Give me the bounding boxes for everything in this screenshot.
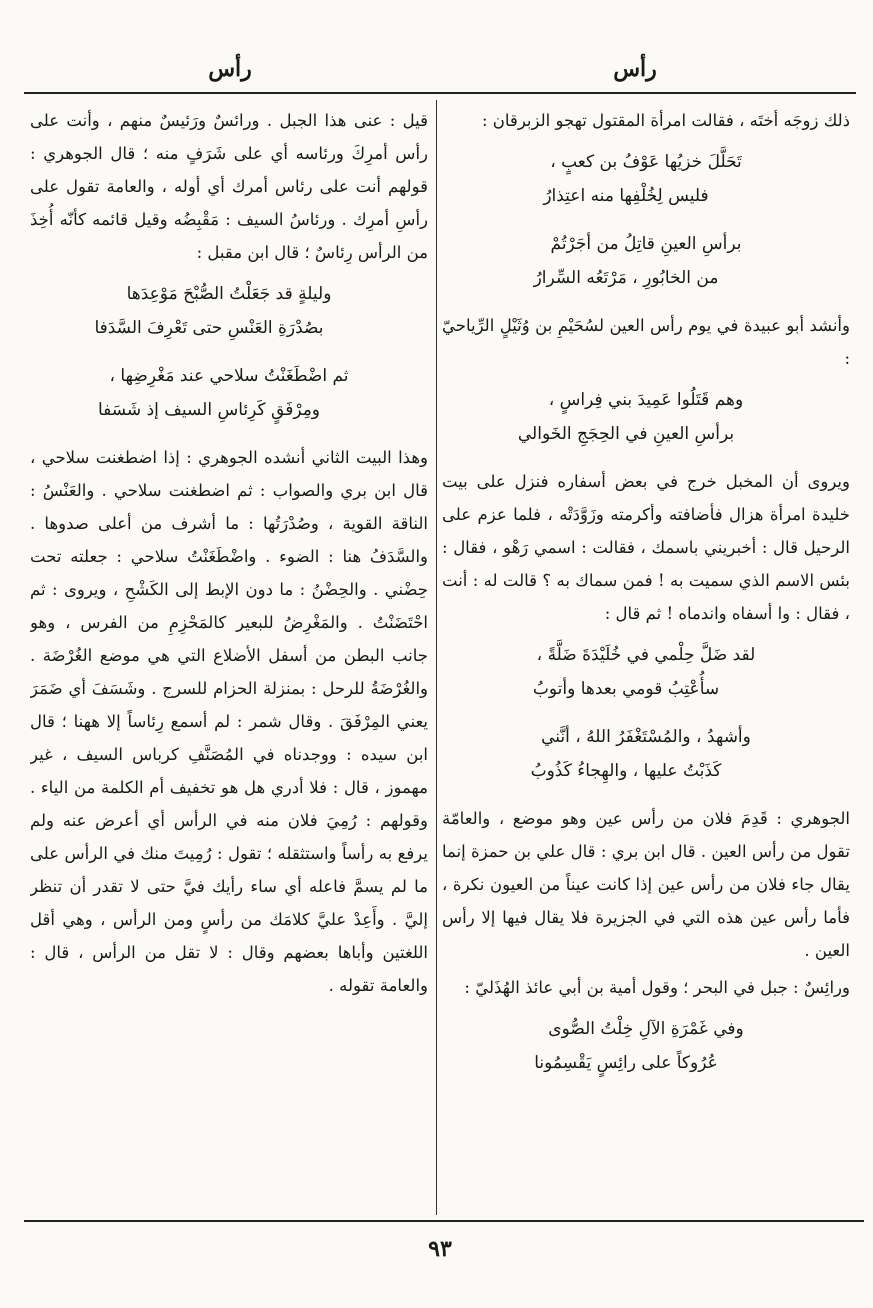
verse-hemistich: كَذَبْتُ عليها ، والهِجاءُ كَذُوبُ (530, 761, 722, 781)
paragraph: ذلك زوجَه أختَه ، فقالت امرأة المقتول تهجو الزبرقان : (481, 111, 850, 130)
verse-hemistich: برأسِ العينِ في الحِجَجِ الخَوالي (517, 424, 735, 444)
headword-right: رأس (613, 56, 657, 82)
verse-hemistich: وأشهدُ ، والمُسْتَغْفَرُ اللهُ ، أنَّني (541, 727, 751, 747)
page-number: ٩٣ (428, 1236, 452, 1262)
verse-hemistich: بصُدْرَةِ العَنْسِ حتى تَعْرِفَ السَّدَفا (94, 318, 324, 338)
verse (442, 145, 850, 213)
column-divider (436, 100, 437, 1215)
header-rule (24, 92, 856, 94)
paragraph: قيل : عنى هذا الجبل . ورائسٌ ورَئيسٌ منهم ، وأنت على رأس أمرِكَ ورئاسه أي على شَرَفٍ منه ؛ قال الجوهري : قولهم أنت على رئاس أمرك أي أوله ، والعامة تقول على رأسِ أمرِك . ورئاسُ السيف : مَقْبِضُه وقيل قائمه كأنّه أُخِذَ من الرأس رِئاسٌ ؛ قال ابن مقبل : (30, 111, 428, 262)
paragraph: وأنشد أبو عبيدة في يوم رأس العين لسُحَيْمِ بن وُثَيْلٍ الرِّياحيّ : (442, 316, 850, 368)
verse-hemistich: تَحَلَّلَ خزيُها عَوْفُ بن كعبٍ ، (550, 152, 742, 172)
footer-rule (24, 1220, 864, 1222)
verse-hemistich: ثم اضْطَغَنْتُ سلاحي عند مَغْرِضِها ، (109, 366, 349, 386)
verse (442, 638, 850, 706)
verse-hemistich: لقد ضَلَّ حِلْمي في خُلَيْدَةَ ضَلَّةً ، (536, 645, 756, 665)
verse (442, 383, 850, 451)
paragraph: ويروى أن المخبل خرج في بعض أسفاره فنزل على بيت خليدة امرأة هزال فأضافته وأكرمته وزَوَّدَتْه ، فلما عزم على الرحيل قال : أخبريني باسمك ، فقالت : اسمي رَهْو ، فقال : بئس الاسم الذي سميت به ! فمن سماك به ؟ قالت له : أنت ، فقال : وا أسفاه واندماه ! ثم قال : (442, 472, 850, 623)
verse-hemistich: من الخابُورِ ، مَرْتَعُه السِّرارُ (533, 268, 719, 288)
verse (442, 1012, 850, 1080)
paragraph: وهذا البيت الثاني أنشده الجوهري : إذا اضطغنت سلاحي ، قال ابن بري والصواب : ثم اضطغنت سلاحي . والعَنْسُ : الناقة القوية ، وصُدْرَتُها : ما أشرف من أعلى صدوها . والسَّدَفُ هنا : الضوء . واضْطَغَنْتُ سلاحي : جعلته تحت حِضْني . والحِضْنُ : ما دون الإبط إلى الكَشْحِ ، ويروى : ثم احْتَضَنْتُ . والمَغْرِضُ للبعير كالمَحْزِمِ من الفرس ، وهو جانب البطن من أسفل الأضلاع التي هي موضع الغُرْضَة . والغُرْضَةُ للرحل : بمنزلة الحزام للسرج . وشَسَفَ أي ضَمَرَ يعني المِرْفَقَ . وقال شمر : لم أسمع رِئاساً إلا ههنا ؛ قال ابن سيده : ووجدناه في المُصَنَّفِ كرباس السيف ، غير مهموز ، قال : فلا أدري هل هو تخفيف أم الكلمة من الياء . وقولهم : رُمِيَ فلان منه في الرأس أي أعرض عنه ولم يرفع به رأساً واستثقله ؛ تقول : رُمِيتَ منك في الرأس على ما لم يسمَّ فاعله أي ساء رأيك فيَّ حتى لا تقدر أن تنظر إليَّ . وأَعِدْ عليَّ كلامَك من رأسٍ ومن الرأس ، وهي أقل اللغتين وأباها بعضهم وقال : لا تقل من الرأس ، قال : والعامة تقوله . (30, 448, 428, 995)
verse-hemistich: فليس لِخُلْفِها منه اعتِذارُ (543, 186, 709, 206)
verse (442, 720, 850, 788)
verse-hemistich: وليلةٍ قد جَعَلْتُ الصُّبْحَ مَوْعِدَها (126, 284, 332, 304)
paragraph: الجوهري : قَدِمَ فلان من رأس عين وهو موضع ، والعامّة تقول من رأس العين . قال ابن بري : قال علي بن حمزة إنما يقال جاء فلان من رأس عين إذا كانت عيناً من العيون نكرة ، فأما رأس عين هذه التي في الجزيرة فلا يقال فيها إلا رأس العين . (442, 809, 850, 960)
left-column (30, 104, 428, 1212)
verse (30, 277, 428, 345)
verse-hemistich: ومِرْفَقٍ كَرِئاسِ السيف إذ شَسَفا (97, 400, 321, 420)
right-column (442, 104, 850, 1212)
paragraph: ورائِسٌ : جبل في البحر ؛ وقول أمية بن أبي عائذ الهُذَليّ : (464, 978, 850, 997)
verse-hemistich: سأُعْتِبُ قومي بعدها وأتوبُ (532, 679, 720, 699)
verse-hemistich: وهم قَتَلُوا عَمِيدَ بني فِراسٍ ، (548, 390, 744, 410)
verse-hemistich: عُرُوكاً على رائِسٍ يَقْسِمُونا (534, 1053, 718, 1073)
verse-hemistich: برأسِ العينِ قاتِلُ من أجَرْتُمْ (550, 234, 742, 254)
verse (30, 359, 428, 427)
verse (442, 227, 850, 295)
headword-left: رأس (208, 56, 252, 82)
verse-hemistich: وفي غَمْرَةِ الآلِ خِلْتُ الصُّوى (548, 1019, 744, 1039)
